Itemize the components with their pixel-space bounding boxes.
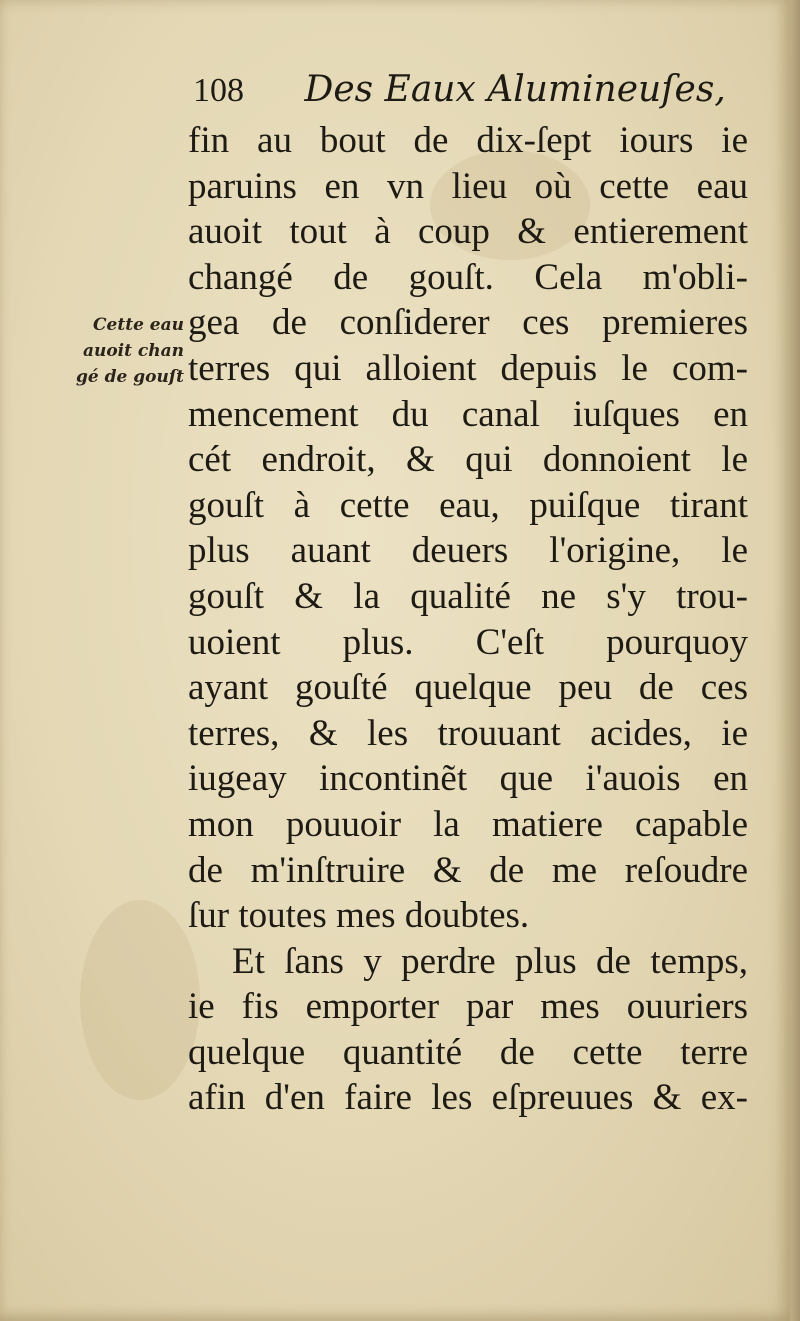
body-text (188, 118, 748, 1121)
text-line: iugeay incontinẽt que i'auois en (188, 758, 748, 800)
text-line: changé de gouſt. Cela m'obli- (188, 256, 748, 298)
text-line: fin au bout de dix-ſept iours ie (188, 120, 748, 161)
margin-note-line: auoit chan (82, 341, 184, 361)
page-header (193, 62, 733, 118)
margin-note (52, 312, 184, 390)
text-line: ſur toutes mes doubtes. (188, 895, 530, 937)
text-line: cét endroit, & qui donnoient le (188, 439, 748, 481)
text-line: mon pouuoir la matiere capable (188, 803, 748, 845)
text-line: paruins en vn lieu où cette eau (188, 165, 748, 207)
text-line: quelque quantité de cette terre (188, 1031, 748, 1073)
text-line: de m'inſtruire & de me reſoudre (188, 849, 748, 891)
text-line: gouſt à cette eau, puiſque tirant (188, 484, 748, 526)
text-line: gouſt & la qualité ne s'y trou- (188, 575, 748, 617)
text-line: ie fis emporter par mes ouuriers (188, 986, 748, 1028)
text-line: auoit tout à coup & entierement (188, 211, 748, 253)
margin-note-line: gé de gouſt (76, 367, 184, 387)
paper-stain (80, 900, 200, 1100)
margin-note-line: Cette eau (93, 315, 184, 335)
text-line: terres qui alloient depuis le com- (188, 347, 748, 389)
text-line: ayant gouſté quelque peu de ces (188, 667, 748, 709)
text-line: terres, & les trouuant acides, ie (188, 712, 748, 754)
text-line: gea de conſiderer ces premieres (188, 302, 748, 344)
paragraph-start-line: Et ſans y perdre plus de temps, (232, 940, 748, 982)
page-number: 108 (193, 72, 244, 109)
text-line: uoient plus. C'eſt pourquoy (188, 621, 748, 663)
text-line: plus auant deuers l'origine, le (188, 530, 748, 572)
page-edge (790, 0, 800, 1321)
text-line: afin d'en faire les eſpreuues & ex- (188, 1077, 748, 1119)
running-title: Des Eaux Alumineuſes, (304, 69, 726, 110)
text-line: mencement du canal iuſques en (188, 393, 748, 435)
